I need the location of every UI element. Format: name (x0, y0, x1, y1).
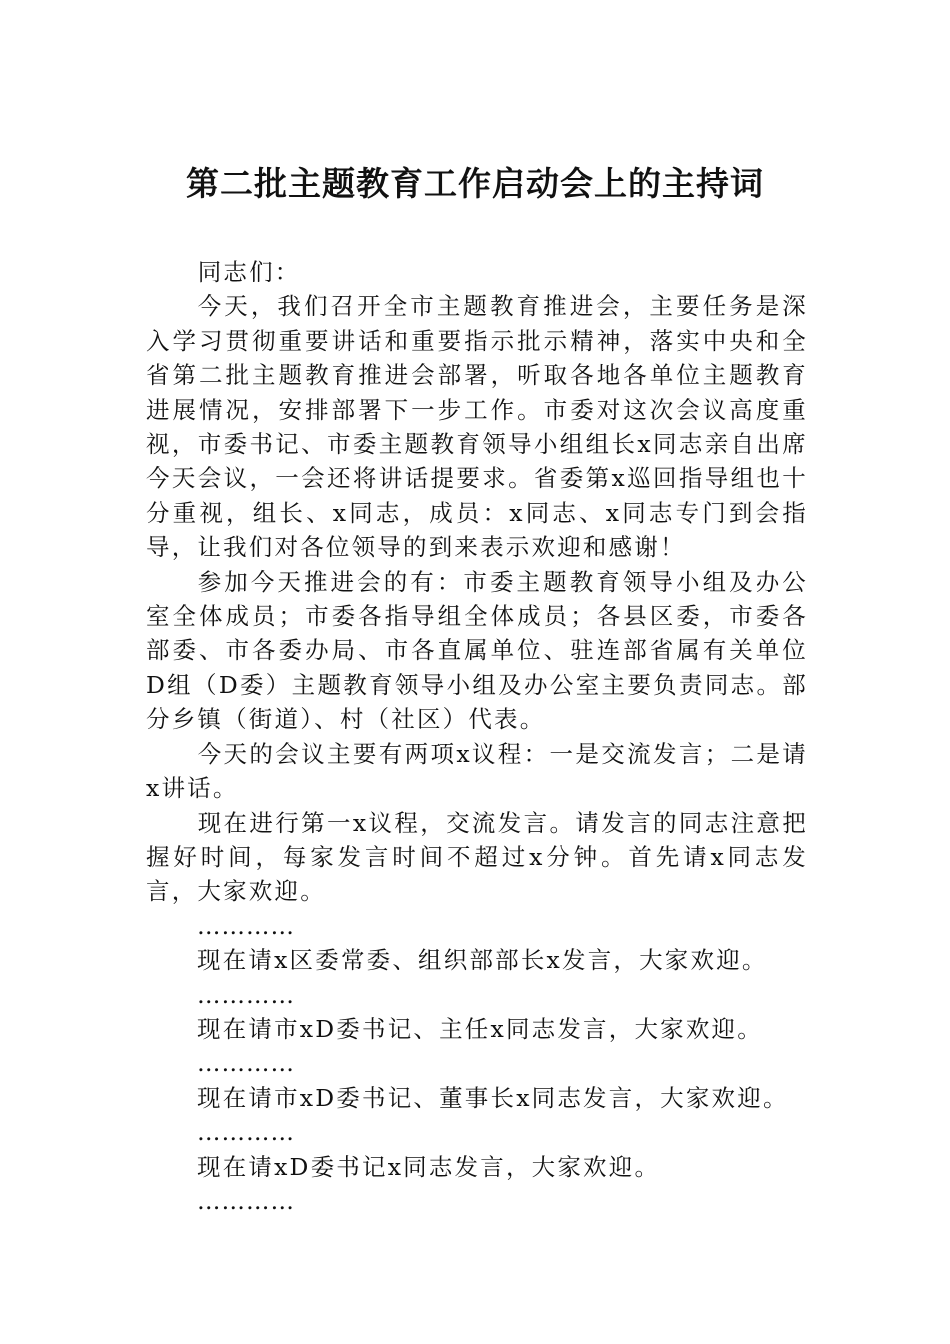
speaker-line: 现在请xD委书记x同志发言，大家欢迎。 (197, 1152, 661, 1181)
document-body (146, 255, 808, 1218)
speaker-line: 现在请市xD委书记、主任x同志发言，大家欢迎。 (197, 1014, 763, 1043)
speaker-line: 现在请市xD委书记、董事长x同志发言，大家欢迎。 (197, 1083, 789, 1112)
ellipsis-separator: ………… (197, 980, 295, 1009)
paragraph-opening: 今天，我们召开全市主题教育推进会，主要任务是深入学习贯彻重要讲话和重要指示批示精神，落实中央和全省第二批主题教育推进会部署，听取各地各单位主题教育进展情况，安排部署下一步工作。市委对这次会议高度重视，市委书记、市委主题教育领导小组组长x同志亲自出席今天会议，一会还将讲话提要求。省委第x巡回指导组也十分重视，组长、x同志，成员：x同志、x同志专门到会指导，让我们对各位领导的到来表示欢迎和感谢！ (146, 292, 808, 562)
salutation: 同志们： (197, 258, 301, 286)
ellipsis-separator: ………… (197, 1186, 295, 1215)
paragraph-agenda: 今天的会议主要有两项x议程：一是交流发言；二是请x讲话。 (146, 739, 808, 803)
document-title: 第二批主题教育工作启动会上的主持词 (186, 164, 764, 203)
paragraph-first-agenda-item: 现在进行第一x议程，交流发言。请发言的同志注意把握好时间，每家发言时间不超过x分钟。首先请x同志发言，大家欢迎。 (146, 808, 808, 906)
paragraph-attendees: 参加今天推进会的有：市委主题教育领导小组及办公室全体成员；市委各指导组全体成员；各县区委，市委各部委、市各委办局、市各直属单位、驻连部省属有关单位D组（D委）主题教育领导小组及办公室主要负责同志。部分乡镇（街道）、村（社区）代表。 (146, 567, 808, 734)
ellipsis-separator: ………… (197, 911, 295, 940)
speaker-line: 现在请x区委常委、组织部部长x发言，大家欢迎。 (197, 946, 768, 975)
ellipsis-separator: ………… (197, 1118, 295, 1147)
ellipsis-separator: ………… (197, 1049, 295, 1078)
